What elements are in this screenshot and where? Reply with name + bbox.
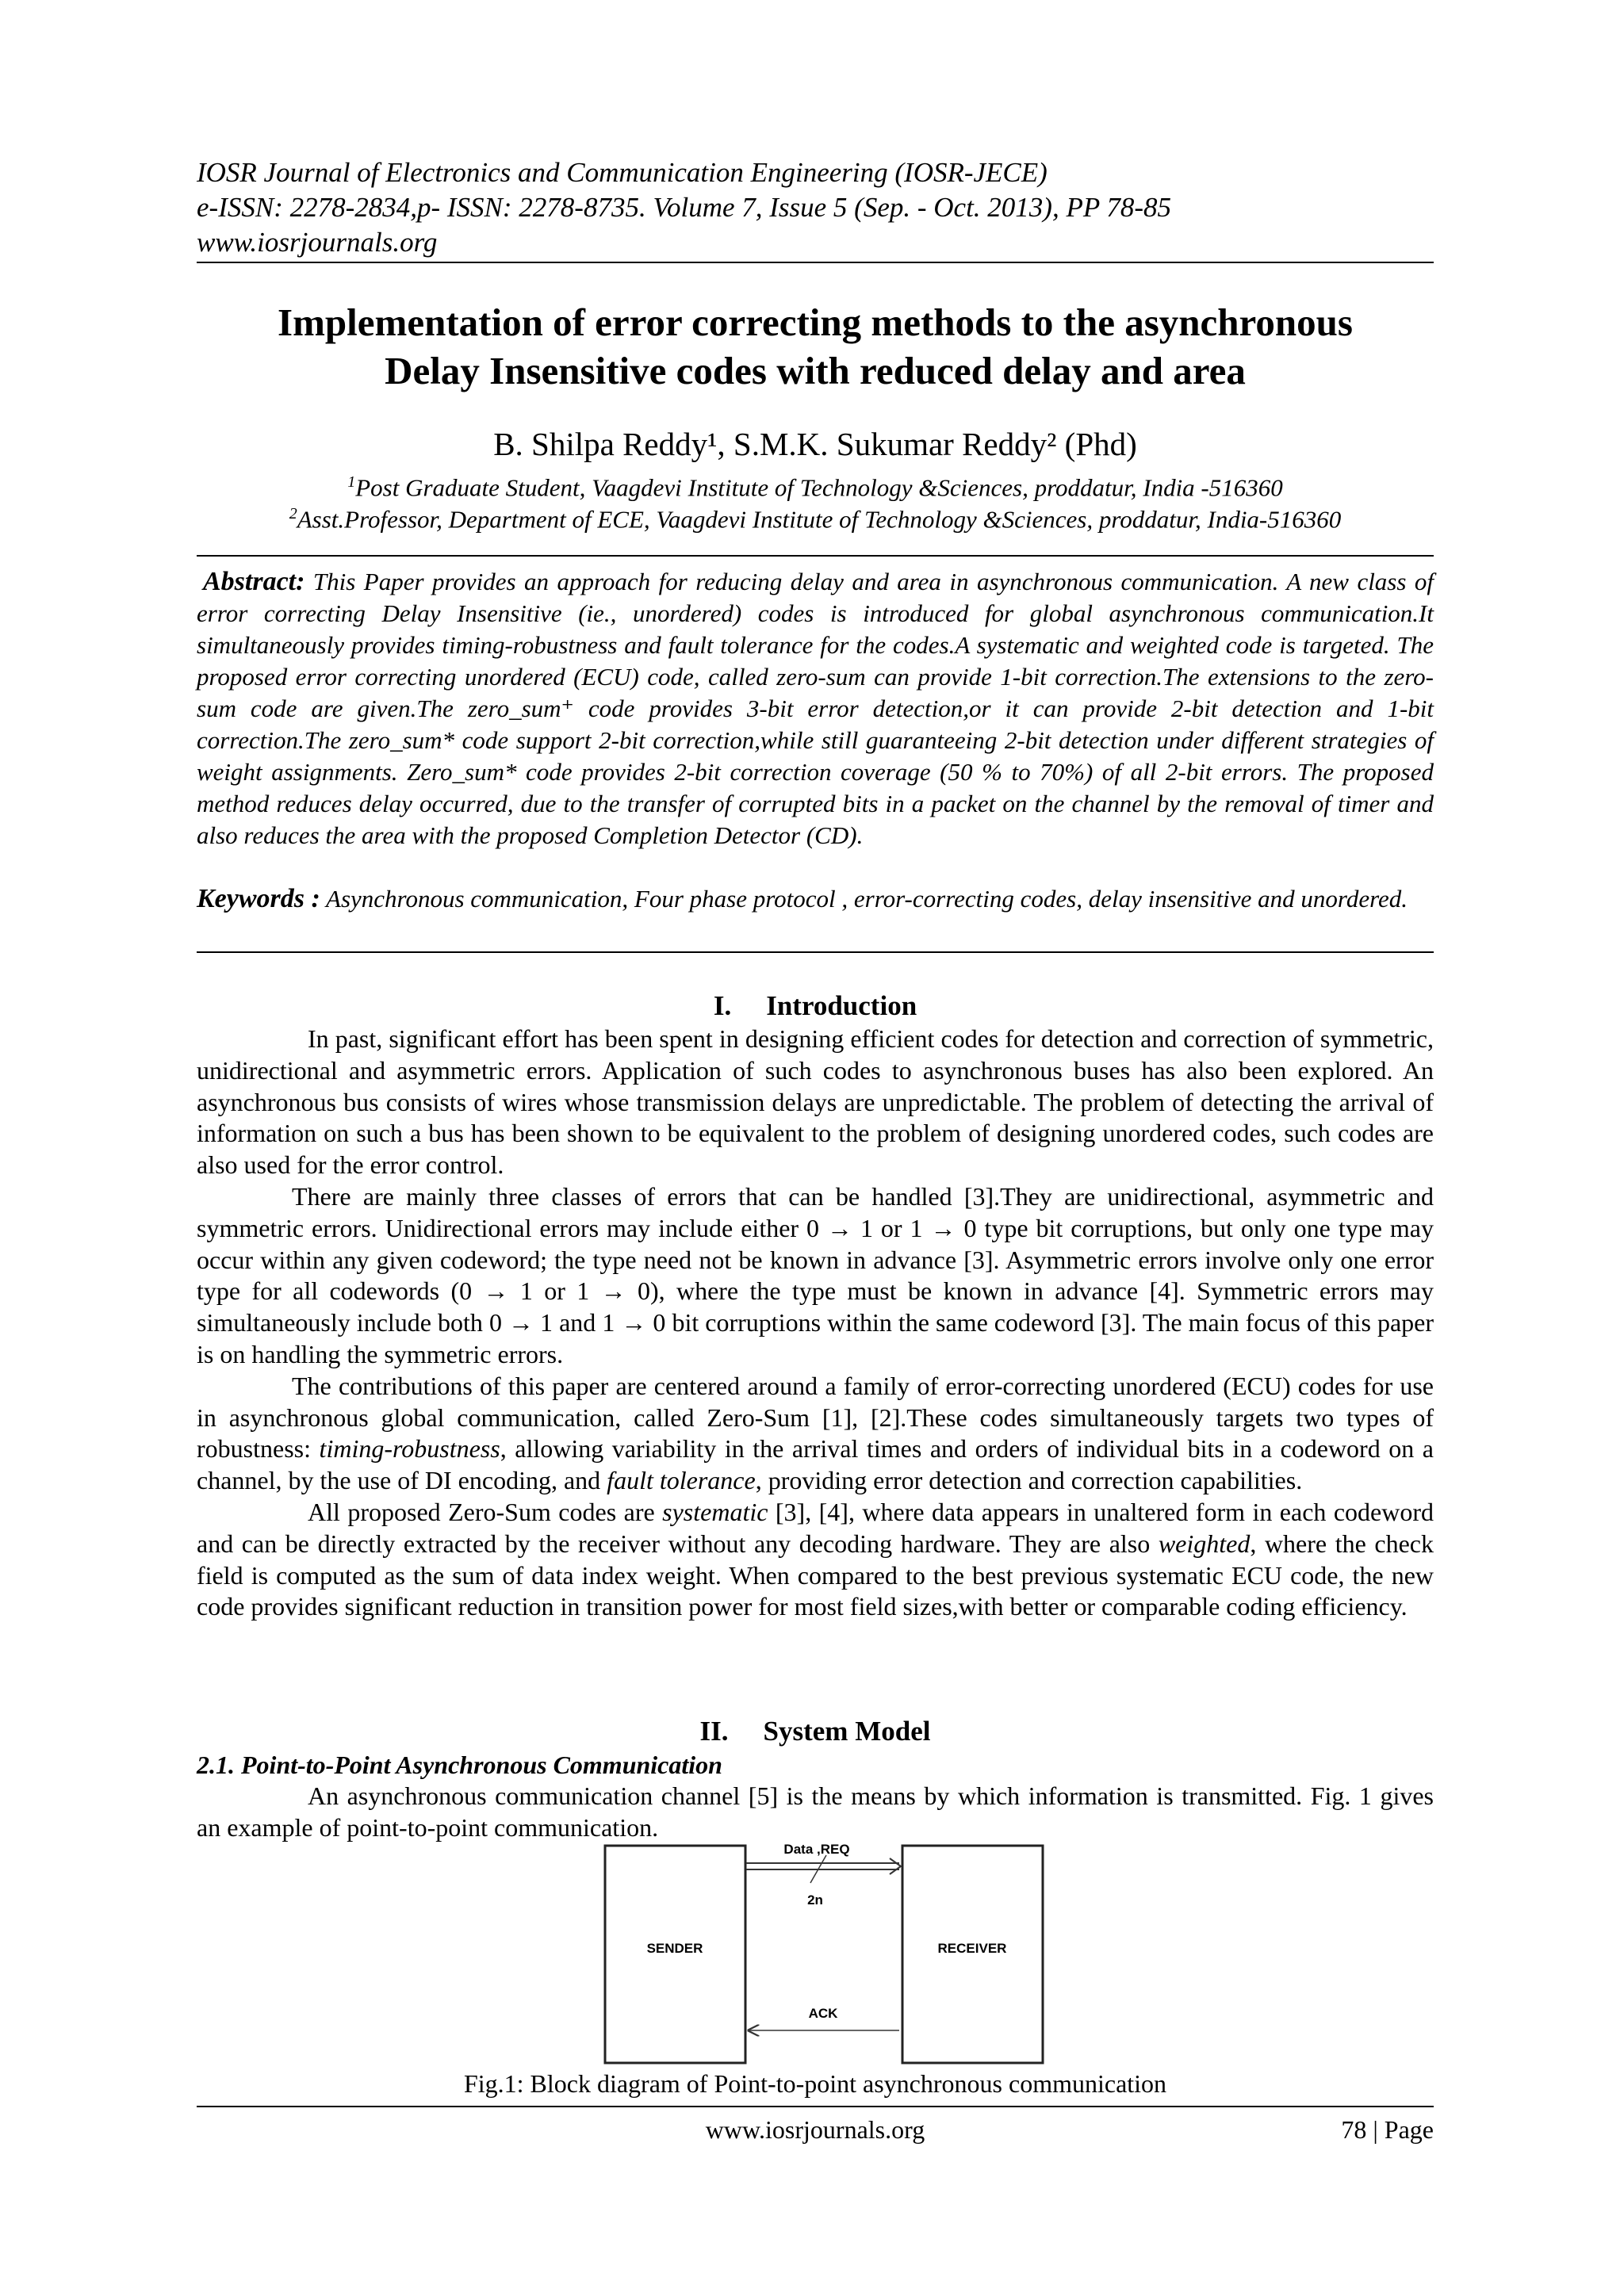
intro-paragraph-1: In past, significant effort has been spent in designing efficient codes for detection and correction of symmetric, unidirectional and asymmetric errors. Application of such codes to asynchronous buses has also been explored. An asynchronous bus consists of wires whose transmission delays are unpredictable. The problem of detecting the arrival of information on such a bus has been shown to be equivalent to the problem of designing unordered codes, such codes are also used for the error control. [197,1024,1434,1180]
section-1-title: Introduction [766,990,917,1021]
journal-header [197,155,1434,260]
affiliation-2 [197,498,1434,535]
intro-paragraph-3 [197,1371,1434,1497]
abstract-top-rule [197,555,1434,557]
intro-paragraph-2: There are mainly three classes of errors that can be handled [3].They are unidirectional, asymmetric and symmetric errors. Unidirectional errors may include either 0 → 1 or 1 → 0 type bit corruptions, but only one type may occur within any given codeword; the type need not be known in advance [3]. Asymmetric errors involve only one error type for all codewords (0 → 1 or 1 → 0), where the type must be known in advance [4]. Symmetric errors may simultaneously include both 0 → 1 and 1 → 0 bit corruptions within the same codeword [3]. The main focus of this paper is on handling the symmetric errors. [197,1181,1434,1368]
intro-paragraph-4-part-c: , where the check field is computed as the sum of data index weight. When compared to the best previous systematic ECU code, the new code provides significant reduction in transition power for most field sizes,with better or comparable coding efficiency. [197,1529,1434,1621]
keywords-text: Asynchronous communication, Four phase protocol , error-correcting codes, delay insensitive and unordered. [326,885,1408,913]
keywords-label: Keywords : [197,884,320,913]
affiliation-2-text: Asst.Professor, Department of ECE, Vaagdevi Institute of Technology &Sciences, proddatur, India-516360 [297,505,1342,534]
section-1-number: I. [713,990,732,1021]
receiver-label: RECEIVER [937,1941,1007,1956]
journal-issn: e-ISSN: 2278-2834,p- ISSN: 2278-8735. Volume 7, Issue 5 (Sep. - Oct. 2013), PP 78-85 [197,192,1171,223]
sender-label: SENDER [646,1941,703,1956]
affiliation-1-mark: 1 [347,473,356,491]
data-req-arrowhead [890,1858,901,1874]
abstract-bottom-rule [197,951,1434,953]
footer-website: www.iosrjournals.org [705,2115,925,2144]
intro-paragraph-4-emphasis-1: systematic [662,1497,768,1526]
title-line-2: Delay Insensitive codes with reduced delay and area [385,349,1246,392]
bus-width-label: 2n [807,1892,823,1908]
intro-paragraph-3-part-b: , allowing variability in the arrival times and orders of individual bits in a codeword on a channel, by the use of DI encoding, and [197,1434,1434,1495]
footer-rule [197,2106,1434,2107]
intro-paragraph-4-part-a: All proposed Zero-Sum codes are [308,1497,663,1526]
section-1-heading [197,989,1434,1024]
footer-page-number: 78 | Page [1341,2115,1434,2144]
intro-paragraph-4-emphasis-2: weighted [1158,1529,1251,1558]
section-2-title: System Model [763,1716,931,1747]
intro-paragraph-4-part-b: [3], [4], where data appears in unaltered form in each codeword and can be directly extracted by the receiver without any decoding hardware. They are also [197,1497,1434,1558]
intro-paragraph-3-emphasis-2: fault tolerance [607,1466,756,1495]
affiliation-2-mark: 2 [289,505,297,522]
affiliation-1-text: Post Graduate Student, Vaagdevi Institute of Technology &Sciences, proddatur, India -516360 [355,473,1283,502]
abstract [197,566,1434,851]
intro-paragraph-4 [197,1497,1434,1623]
introduction-body [197,1024,1434,1623]
title-line-1: Implementation of error correcting methods to the asynchronous [278,300,1353,344]
intro-paragraph-3-emphasis-1: timing-robustness [319,1434,500,1464]
abstract-text: This Paper provides an approach for reducing delay and area in asynchronous communication. A new class of error correcting Delay Insensitive (ie., unordered) codes is introduced for global asynchronous communication.It simultaneously provides timing-robustness and fault tolerance for the codes.A systematic and weighted code is targeted. The proposed error correcting unordered (ECU) code, called zero-sum can provide 1-bit correction.The extensions to the zero-sum code are given.The zero_sum⁺ code provides 3-bit error detection,or it can provide 2-bit detection and 1-bit correction.The zero_sum* code support 2-bit correction,while still guaranteeing 2-bit detection under different strategies of weight assignments. Zero_sum* code provides 2-bit correction coverage (50 % to 70%) of all 2-bit errors. The proposed method reduces delay occurred, due to the transfer of corrupted bits in a packet on the channel by the removal of timer and also reduces the area with the proposed Completion Detector (CD). [197,568,1434,849]
figure-1-block-diagram [603,1839,1396,2069]
intro-paragraph-3-part-a: The contributions of this paper are centered around a family of error-correcting unordered (ECU) codes for use in asynchronous global communication, called Zero-Sum [1], [2].These codes simultaneously targets two types of robustness: [197,1371,1434,1464]
section-2-number: II. [699,1716,729,1747]
subsection-2-1-heading: 2.1. Point-to-Point Asynchronous Communication [197,1751,722,1779]
journal-name: IOSR Journal of Electronics and Communication Engineering (IOSR-JECE) [197,157,1048,188]
intro-paragraph-3-part-c: , providing error detection and correction capabilities. [755,1466,1303,1495]
paper-title [197,298,1434,395]
journal-website: www.iosrjournals.org [197,227,438,258]
section-2-heading [197,1714,1434,1749]
figure-1-caption: Fig.1: Block diagram of Point-to-point asynchronous communication [463,2069,1167,2098]
ack-label: ACK [808,2006,838,2021]
system-model-body [197,1781,1434,1844]
system-model-paragraph-1: An asynchronous communication channel [5] is the means by which information is transmitted. Fig. 1 gives an example of point-to-point communication. [197,1781,1434,1842]
data-req-label: Data ,REQ [783,1842,850,1857]
authors: B. Shilpa Reddy¹, S.M.K. Sukumar Reddy² (Phd) [493,426,1137,462]
abstract-label: Abstract: [203,567,305,596]
header-rule [197,262,1434,263]
keywords [197,883,1434,915]
